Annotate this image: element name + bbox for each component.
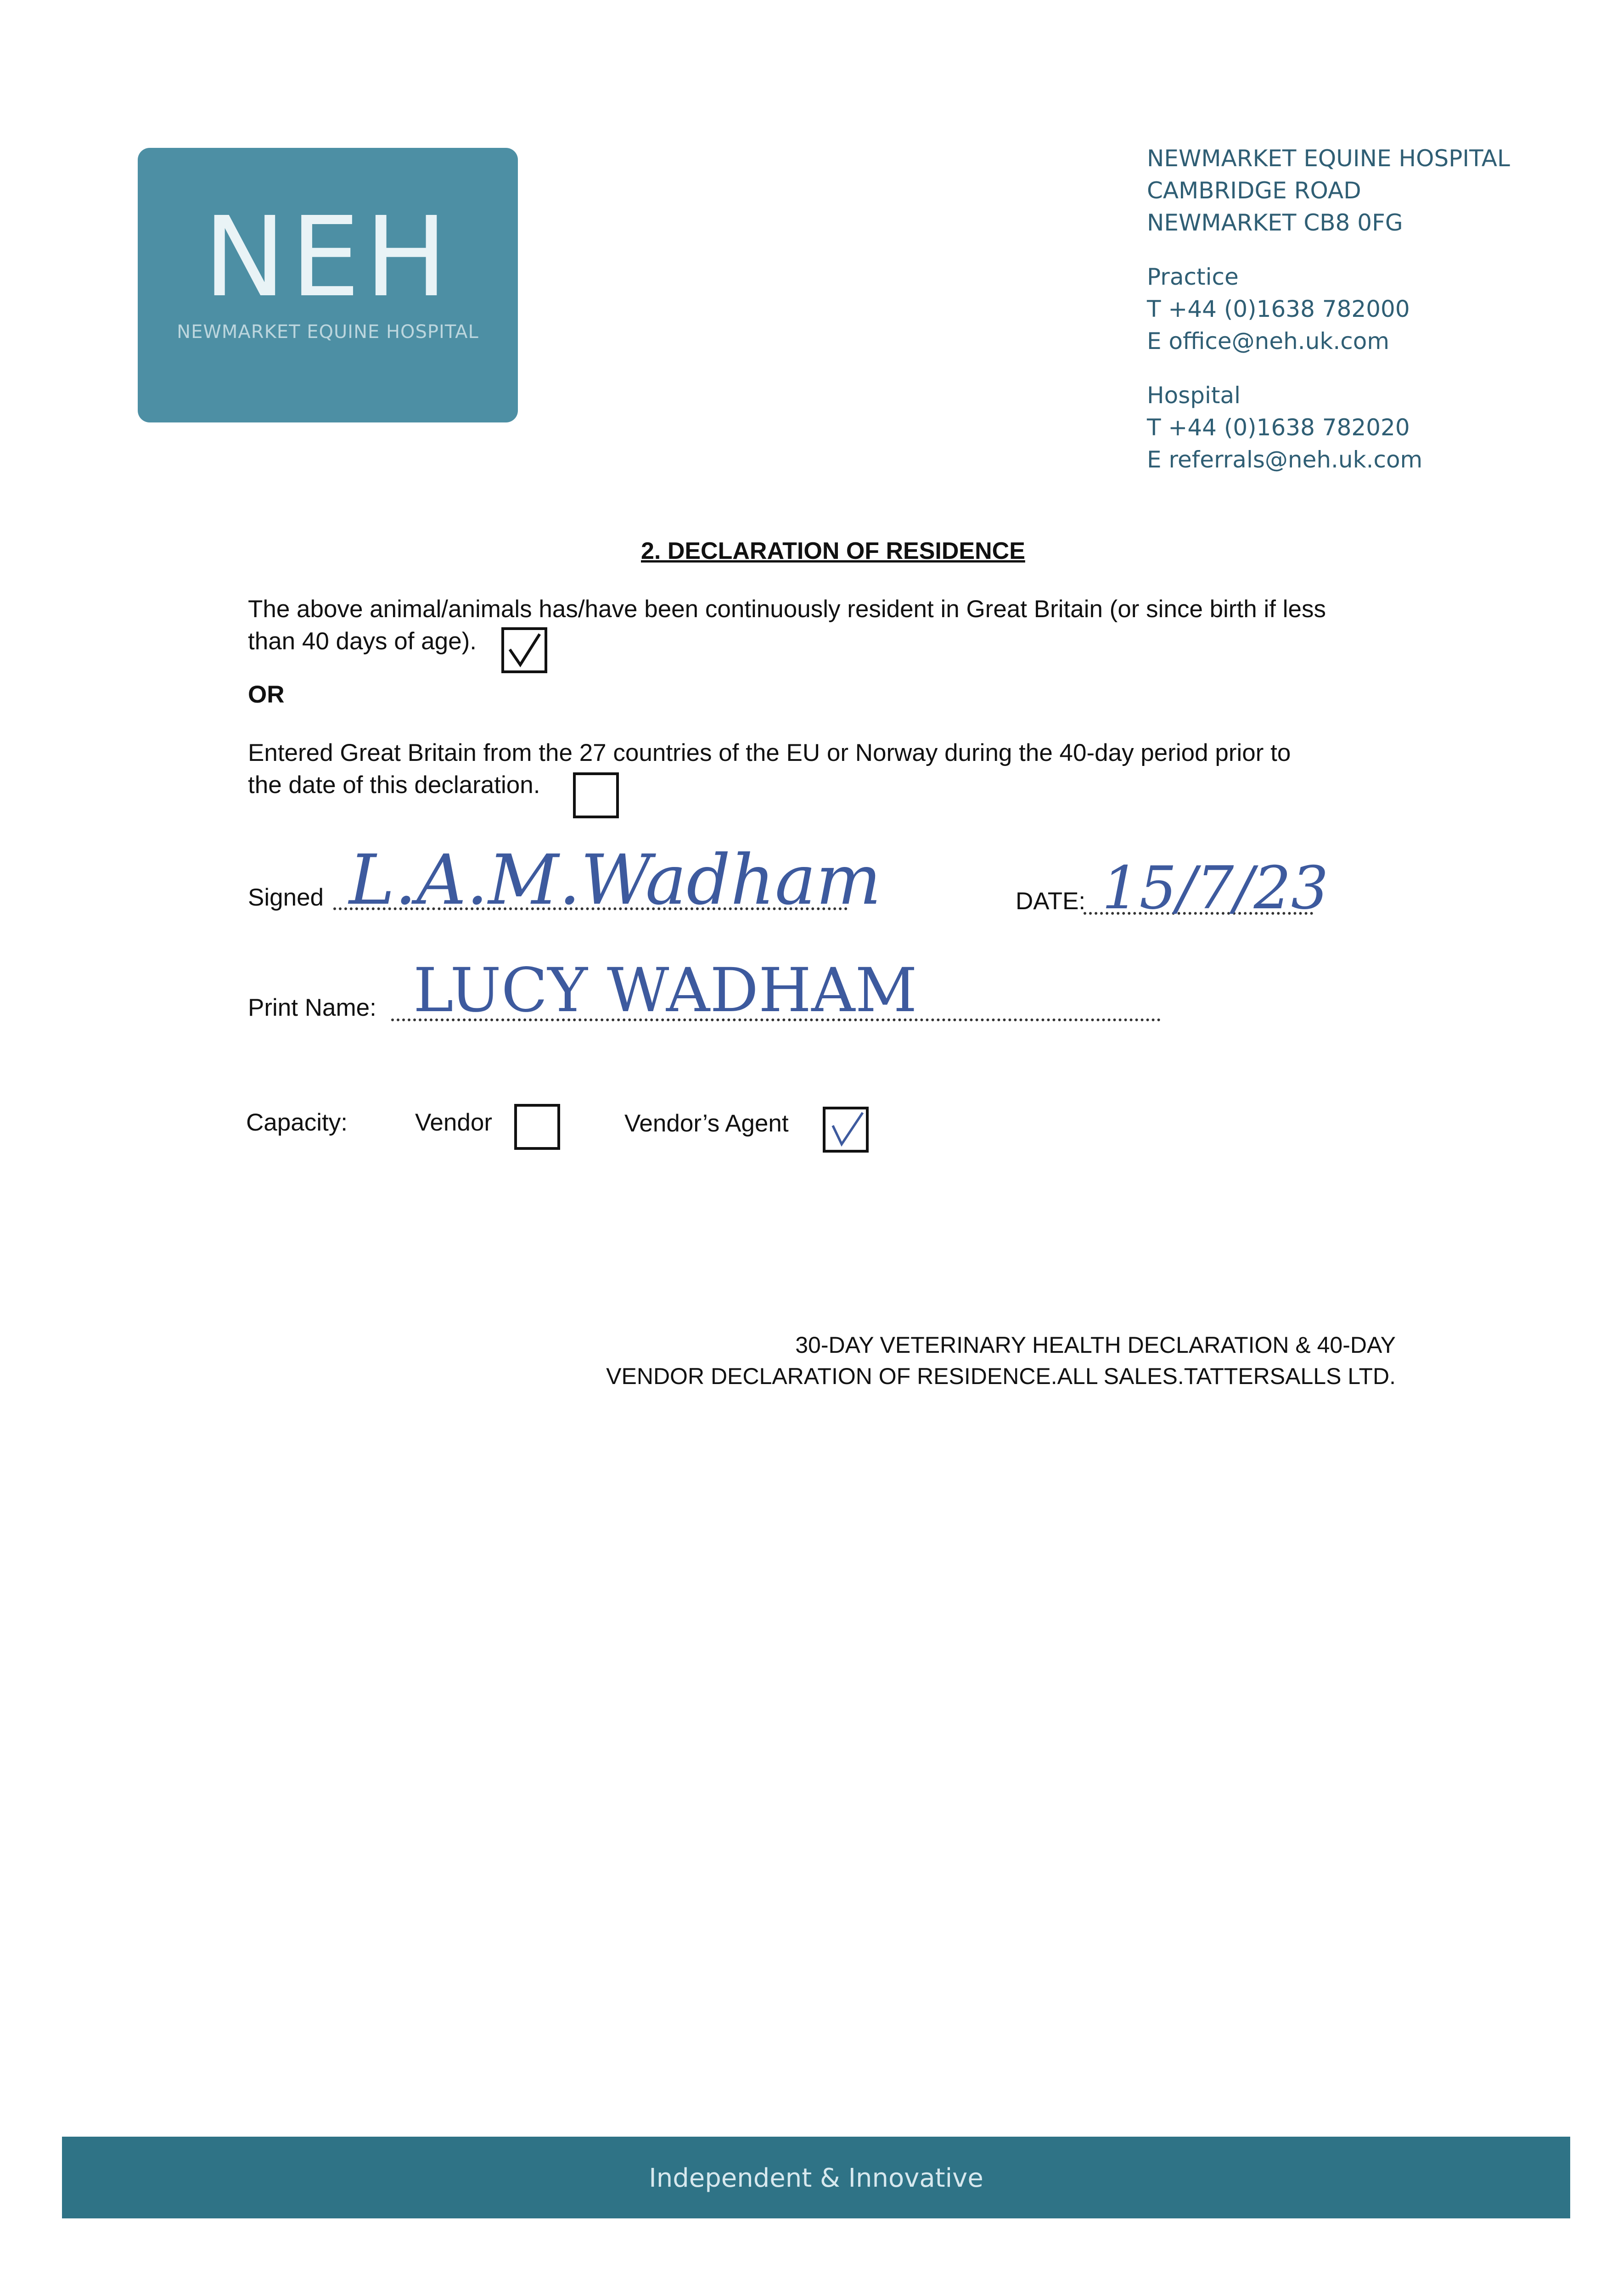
address-line-2: CAMBRIDGE ROAD bbox=[1147, 177, 1361, 204]
date-handwriting: 15/7/23 bbox=[1102, 854, 1329, 923]
footer-bar bbox=[62, 2137, 1570, 2218]
option1-text-line1: The above animal/animals has/have been continuously resident in Great Britain (or since birth if less bbox=[248, 596, 1326, 623]
document-ref-line2: VENDOR DECLARATION OF RESIDENCE.ALL SALES.TATTERSALLS LTD. bbox=[606, 1363, 1396, 1389]
option1-text-line2: than 40 days of age). bbox=[248, 628, 477, 655]
option2-checkbox[interactable] bbox=[573, 772, 619, 818]
address-line-3: NEWMARKET CB8 0FG bbox=[1147, 209, 1403, 236]
practice-email: E office@neh.uk.com bbox=[1147, 328, 1390, 355]
vendor-label: Vendor bbox=[415, 1109, 492, 1136]
checkmark-icon bbox=[504, 630, 545, 670]
hospital-label: Hospital bbox=[1147, 382, 1241, 409]
or-label: OR bbox=[248, 681, 285, 708]
vendors-agent-checkbox[interactable] bbox=[823, 1107, 869, 1153]
neh-logo bbox=[138, 148, 518, 422]
option1-checkbox[interactable] bbox=[501, 627, 547, 673]
signed-label: Signed bbox=[248, 884, 324, 911]
date-label: DATE: bbox=[1016, 888, 1086, 915]
logo-name: NEWMARKET EQUINE HOSPITAL bbox=[177, 321, 479, 343]
checkmark-icon bbox=[826, 1109, 866, 1150]
tagline: Independent & Innovative bbox=[649, 2163, 983, 2193]
vendors-agent-label: Vendor’s Agent bbox=[624, 1110, 789, 1137]
address-line-1: NEWMARKET EQUINE HOSPITAL bbox=[1147, 145, 1510, 172]
hospital-email: E referrals@neh.uk.com bbox=[1147, 446, 1423, 473]
practice-phone: T +44 (0)1638 782000 bbox=[1147, 296, 1410, 322]
option2-text-line2: the date of this declaration. bbox=[248, 771, 540, 799]
document-ref-line1: 30-DAY VETERINARY HEALTH DECLARATION & 40-DAY bbox=[795, 1332, 1396, 1358]
logo-initials: NEH bbox=[203, 193, 452, 321]
hospital-phone: T +44 (0)1638 782020 bbox=[1147, 414, 1410, 441]
print-name-label: Print Name: bbox=[248, 994, 376, 1021]
option2-text-line1: Entered Great Britain from the 27 countries of the EU or Norway during the 40-day period prior to bbox=[248, 739, 1291, 766]
section-heading: 2. DECLARATION OF RESIDENCE bbox=[641, 538, 1025, 564]
print-name-handwriting: LUCY WADHAM bbox=[413, 955, 917, 1026]
practice-label: Practice bbox=[1147, 264, 1239, 290]
capacity-label: Capacity: bbox=[246, 1109, 348, 1136]
vendor-checkbox[interactable] bbox=[514, 1104, 560, 1150]
signature-handwriting: L.A.M.Wadham bbox=[349, 840, 882, 920]
